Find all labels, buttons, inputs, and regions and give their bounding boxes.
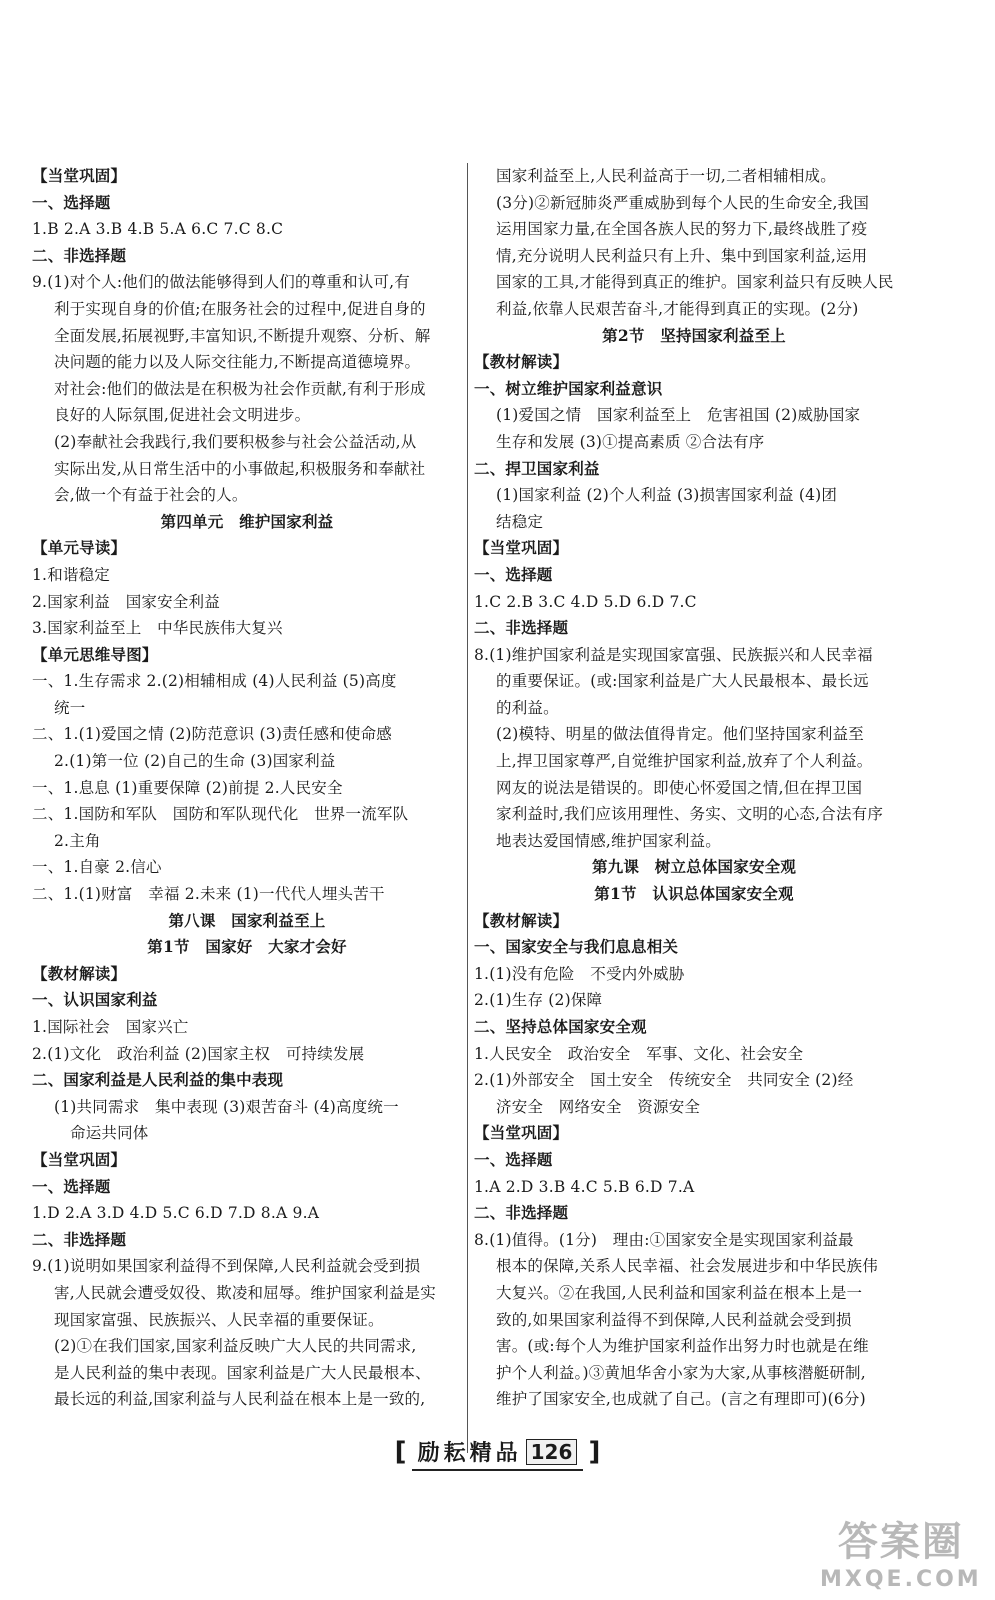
right-column-line: 济安全 网络安全 资源安全 bbox=[496, 1097, 701, 1116]
right-column-line: 网友的说法是错误的。即使心怀爱国之情,但在捍卫国 bbox=[496, 778, 863, 797]
left-column-line: 最长远的利益,国家利益与人民利益在根本上是一致的, bbox=[54, 1390, 426, 1409]
right-column-line: 8.(1)维护国家利益是实现国家富强、民族振兴和人民幸福 bbox=[474, 645, 873, 664]
left-column-line: (2)①在我们国家,国家利益反映广大人民的共同需求, bbox=[54, 1337, 417, 1356]
left-column-line: 二、非选择题 bbox=[32, 245, 127, 265]
right-column-line: 1.A 2.D 3.B 4.C 5.B 6.D 7.A bbox=[474, 1177, 695, 1196]
right-column-line: 致的,如果国家利益得不到保障,人民利益就会受到损 bbox=[496, 1310, 852, 1329]
right-column-line: 第1节 认识总体国家安全观 bbox=[594, 884, 794, 904]
left-column-line: 现国家富强、民族振兴、人民幸福的重要保证。 bbox=[54, 1310, 384, 1329]
right-column bbox=[474, 163, 914, 1413]
right-column-line: 利益,依靠人民艰苦奋斗,才能得到真正的实现。(2分) bbox=[496, 299, 859, 318]
left-column-line: 2.(1)文化 政治利益 (2)国家主权 可持续发展 bbox=[32, 1044, 365, 1063]
left-column-line: 二、1.(1)爱国之情 (2)防范意识 (3)责任感和使命感 bbox=[32, 725, 393, 744]
right-column-line: 一、选择题 bbox=[474, 564, 553, 584]
left-column-line: 实际出发,从日常生活中的小事做起,积极服务和奉献社 bbox=[54, 459, 426, 478]
right-column-line: (2)模特、明星的做法值得肯定。他们坚持国家利益至 bbox=[496, 725, 864, 744]
right-column-line: 国家的工具,才能得到真正的维护。国家利益只有反映人民 bbox=[496, 273, 894, 292]
left-column-line: 【当堂巩固】 bbox=[32, 166, 127, 185]
left-column-line: 第四单元 维护国家利益 bbox=[160, 511, 334, 531]
left-column-line: 一、1.生存需求 2.(2)相辅相成 (4)人民利益 (5)高度 bbox=[32, 672, 397, 691]
right-column-line: 结稳定 bbox=[496, 512, 544, 531]
right-column-line: 8.(1)值得。(1分) 理由:①国家安全是实现国家利益最 bbox=[474, 1230, 854, 1249]
right-column-line: (3分)②新冠肺炎严重威胁到每个人民的生命安全,我国 bbox=[496, 193, 870, 212]
right-column-line: 2.(1)生存 (2)保障 bbox=[474, 991, 603, 1010]
left-column-line: 2.国家利益 国家安全利益 bbox=[32, 592, 220, 611]
footer-bracket-left: [ bbox=[394, 1437, 407, 1467]
right-column-line: 上,捍卫国家尊严,自觉维护国家利益,放弃了个人利益。 bbox=[496, 752, 873, 771]
left-column-line: 3.国家利益至上 中华民族伟大复兴 bbox=[32, 619, 283, 638]
left-column-line: 二、非选择题 bbox=[32, 1229, 127, 1249]
left-column-line: 利于实现自身的价值;在服务社会的过程中,促进自身的 bbox=[54, 299, 426, 318]
right-column-line: 生存和发展 (3)①提高素质 ②合法有序 bbox=[496, 432, 765, 451]
watermark bbox=[820, 1510, 982, 1592]
right-column-line: 1.C 2.B 3.C 4.D 5.D 6.D 7.C bbox=[474, 592, 697, 611]
left-column-line: 二、国家利益是人民利益的集中表现 bbox=[32, 1070, 284, 1090]
left-column-line: (1)共同需求 集中表现 (3)艰苦奋斗 (4)高度统一 bbox=[54, 1097, 399, 1116]
right-column-line: 二、坚持总体国家安全观 bbox=[474, 1017, 647, 1036]
left-column-line: 【单元思维导图】 bbox=[32, 644, 158, 664]
right-column-line: 2.(1)外部安全 国土安全 传统安全 共同安全 (2)经 bbox=[474, 1071, 854, 1090]
right-column-line: 护个人利益。)③黄旭华舍小家为大家,从事核潜艇研制, bbox=[496, 1363, 866, 1382]
left-column-line: 良好的人际氛围,促进社会文明进步。 bbox=[54, 406, 311, 425]
left-column-line: 第八课 国家利益至上 bbox=[168, 910, 326, 930]
left-column-line: 一、选择题 bbox=[32, 192, 111, 212]
left-column-line: 第1节 国家好 大家才会好 bbox=[147, 937, 347, 957]
right-column-line: 一、国家安全与我们息息相关 bbox=[474, 937, 679, 957]
left-column-line: 害,人民就会遭受奴役、欺凌和屈辱。维护国家利益是实 bbox=[54, 1283, 436, 1302]
left-column-line: 【单元导读】 bbox=[32, 538, 127, 558]
left-column-line: 会,做一个有益于社会的人。 bbox=[54, 486, 248, 505]
right-column-line: 1.人民安全 政治安全 军事、文化、社会安全 bbox=[474, 1044, 804, 1063]
right-column-line: 的利益。 bbox=[496, 698, 559, 717]
right-column-line: 维护了国家安全,也成就了自己。(言之有理即可)(6分) bbox=[496, 1390, 866, 1409]
brand-text: 励耘精品 bbox=[417, 1441, 522, 1466]
left-column bbox=[32, 163, 462, 1413]
left-column-line: 对社会:他们的做法是在积极为社会作贡献,有利于形成 bbox=[54, 379, 426, 398]
left-column-line: 全面发展,拓展视野,丰富知识,不断提升观察、分析、解 bbox=[54, 326, 431, 345]
right-column-line: 第2节 坚持国家利益至上 bbox=[602, 325, 786, 345]
left-column-line: 统一 bbox=[54, 698, 86, 717]
left-column-line: 一、选择题 bbox=[32, 1176, 111, 1196]
page-footer bbox=[0, 1436, 995, 1471]
left-column-line: 9.(1)对个人:他们的做法能够得到人们的尊重和认可,有 bbox=[32, 273, 410, 292]
left-column-line: 决问题的能力以及人际交往能力,不断提高道德境界。 bbox=[54, 353, 421, 372]
right-column-line: 【教材解读】 bbox=[474, 352, 569, 372]
left-column-line: 【教材解读】 bbox=[32, 963, 127, 983]
left-column-line: 【当堂巩固】 bbox=[32, 1149, 127, 1169]
right-column-line: 大复兴。②在我国,人民利益和国家利益在根本上是一 bbox=[496, 1283, 863, 1302]
right-column-line: 国家利益至上,人民利益高于一切,二者相辅相成。 bbox=[496, 167, 836, 185]
right-column-line: 第九课 树立总体国家安全观 bbox=[591, 857, 797, 877]
watermark-sub: MXQE.COM bbox=[820, 1567, 982, 1592]
right-column-line: 1.(1)没有危险 不受内外威胁 bbox=[474, 964, 685, 983]
left-column-line: 一、1.息息 (1)重要保障 (2)前提 2.人民安全 bbox=[32, 778, 343, 797]
left-column-line: 二、1.(1)财富 幸福 2.未来 (1)一代代人埋头苦干 bbox=[32, 885, 385, 904]
brand-logo bbox=[412, 1436, 584, 1471]
left-column-line: 是人民利益的集中表现。国家利益是广大人民最根本、 bbox=[54, 1363, 431, 1382]
left-column-line: 1.国际社会 国家兴亡 bbox=[32, 1018, 189, 1036]
left-column-line: 命运共同体 bbox=[70, 1124, 149, 1143]
left-column-line: 1.B 2.A 3.B 4.B 5.A 6.C 7.C 8.C bbox=[32, 220, 284, 239]
watermark-main: 答案圈 bbox=[837, 1519, 964, 1565]
left-column-line: 2.(1)第一位 (2)自己的生命 (3)国家利益 bbox=[54, 752, 336, 771]
left-column-line: (2)奉献社会我践行,我们要积极参与社会公益活动,从 bbox=[54, 432, 417, 451]
column-divider bbox=[467, 163, 468, 1453]
page-number: 126 bbox=[526, 1439, 578, 1465]
left-column-line: 2.主角 bbox=[54, 831, 101, 850]
right-column-line: (1)国家利益 (2)个人利益 (3)损害国家利益 (4)团 bbox=[496, 486, 838, 505]
right-column-line: 情,充分说明人民利益只有上升、集中到国家利益,运用 bbox=[496, 246, 868, 265]
right-column-line: 的重要保证。(或:国家利益是广大人民最根本、最长远 bbox=[496, 672, 869, 691]
right-column-line: 根本的保障,关系人民幸福、社会发展进步和中华民族伟 bbox=[496, 1257, 878, 1276]
right-column-line: 害。(或:每个人为维护国家利益作出努力时也就是在维 bbox=[496, 1337, 869, 1356]
left-column-line: 9.(1)说明如果国家利益得不到保障,人民利益就会受到损 bbox=[32, 1257, 421, 1276]
left-column-line: 一、1.自豪 2.信心 bbox=[32, 858, 162, 877]
footer-bracket-right: ] bbox=[588, 1437, 601, 1467]
right-column-line: (1)爱国之情 国家利益至上 危害祖国 (2)威胁国家 bbox=[496, 406, 861, 425]
left-column-line: 二、1.国防和军队 国防和军队现代化 世界一流军队 bbox=[32, 805, 409, 824]
right-column-line: 【当堂巩固】 bbox=[474, 538, 569, 558]
right-column-line: 运用国家力量,在全国各族人民的努力下,最终战胜了疫 bbox=[496, 220, 868, 239]
right-column-line: 二、非选择题 bbox=[474, 618, 569, 638]
right-column-line: 地表达爱国情感,维护国家利益。 bbox=[496, 831, 721, 850]
right-column-line: 家利益时,我们应该用理性、务实、文明的心态,合法有序 bbox=[496, 805, 884, 824]
left-column-line: 1.D 2.A 3.D 4.D 5.C 6.D 7.D 8.A 9.A bbox=[32, 1204, 320, 1223]
right-column-line: 【教材解读】 bbox=[474, 910, 569, 930]
right-column-line: 一、树立维护国家利益意识 bbox=[474, 378, 663, 398]
right-column-line: 二、捍卫国家利益 bbox=[474, 458, 600, 478]
right-column-line: 【当堂巩固】 bbox=[474, 1123, 569, 1143]
right-column-line: 一、选择题 bbox=[474, 1149, 553, 1169]
left-column-line: 1.和谐稳定 bbox=[32, 565, 110, 584]
right-column-line: 二、非选择题 bbox=[474, 1203, 569, 1223]
left-column-line: 一、认识国家利益 bbox=[32, 990, 158, 1010]
